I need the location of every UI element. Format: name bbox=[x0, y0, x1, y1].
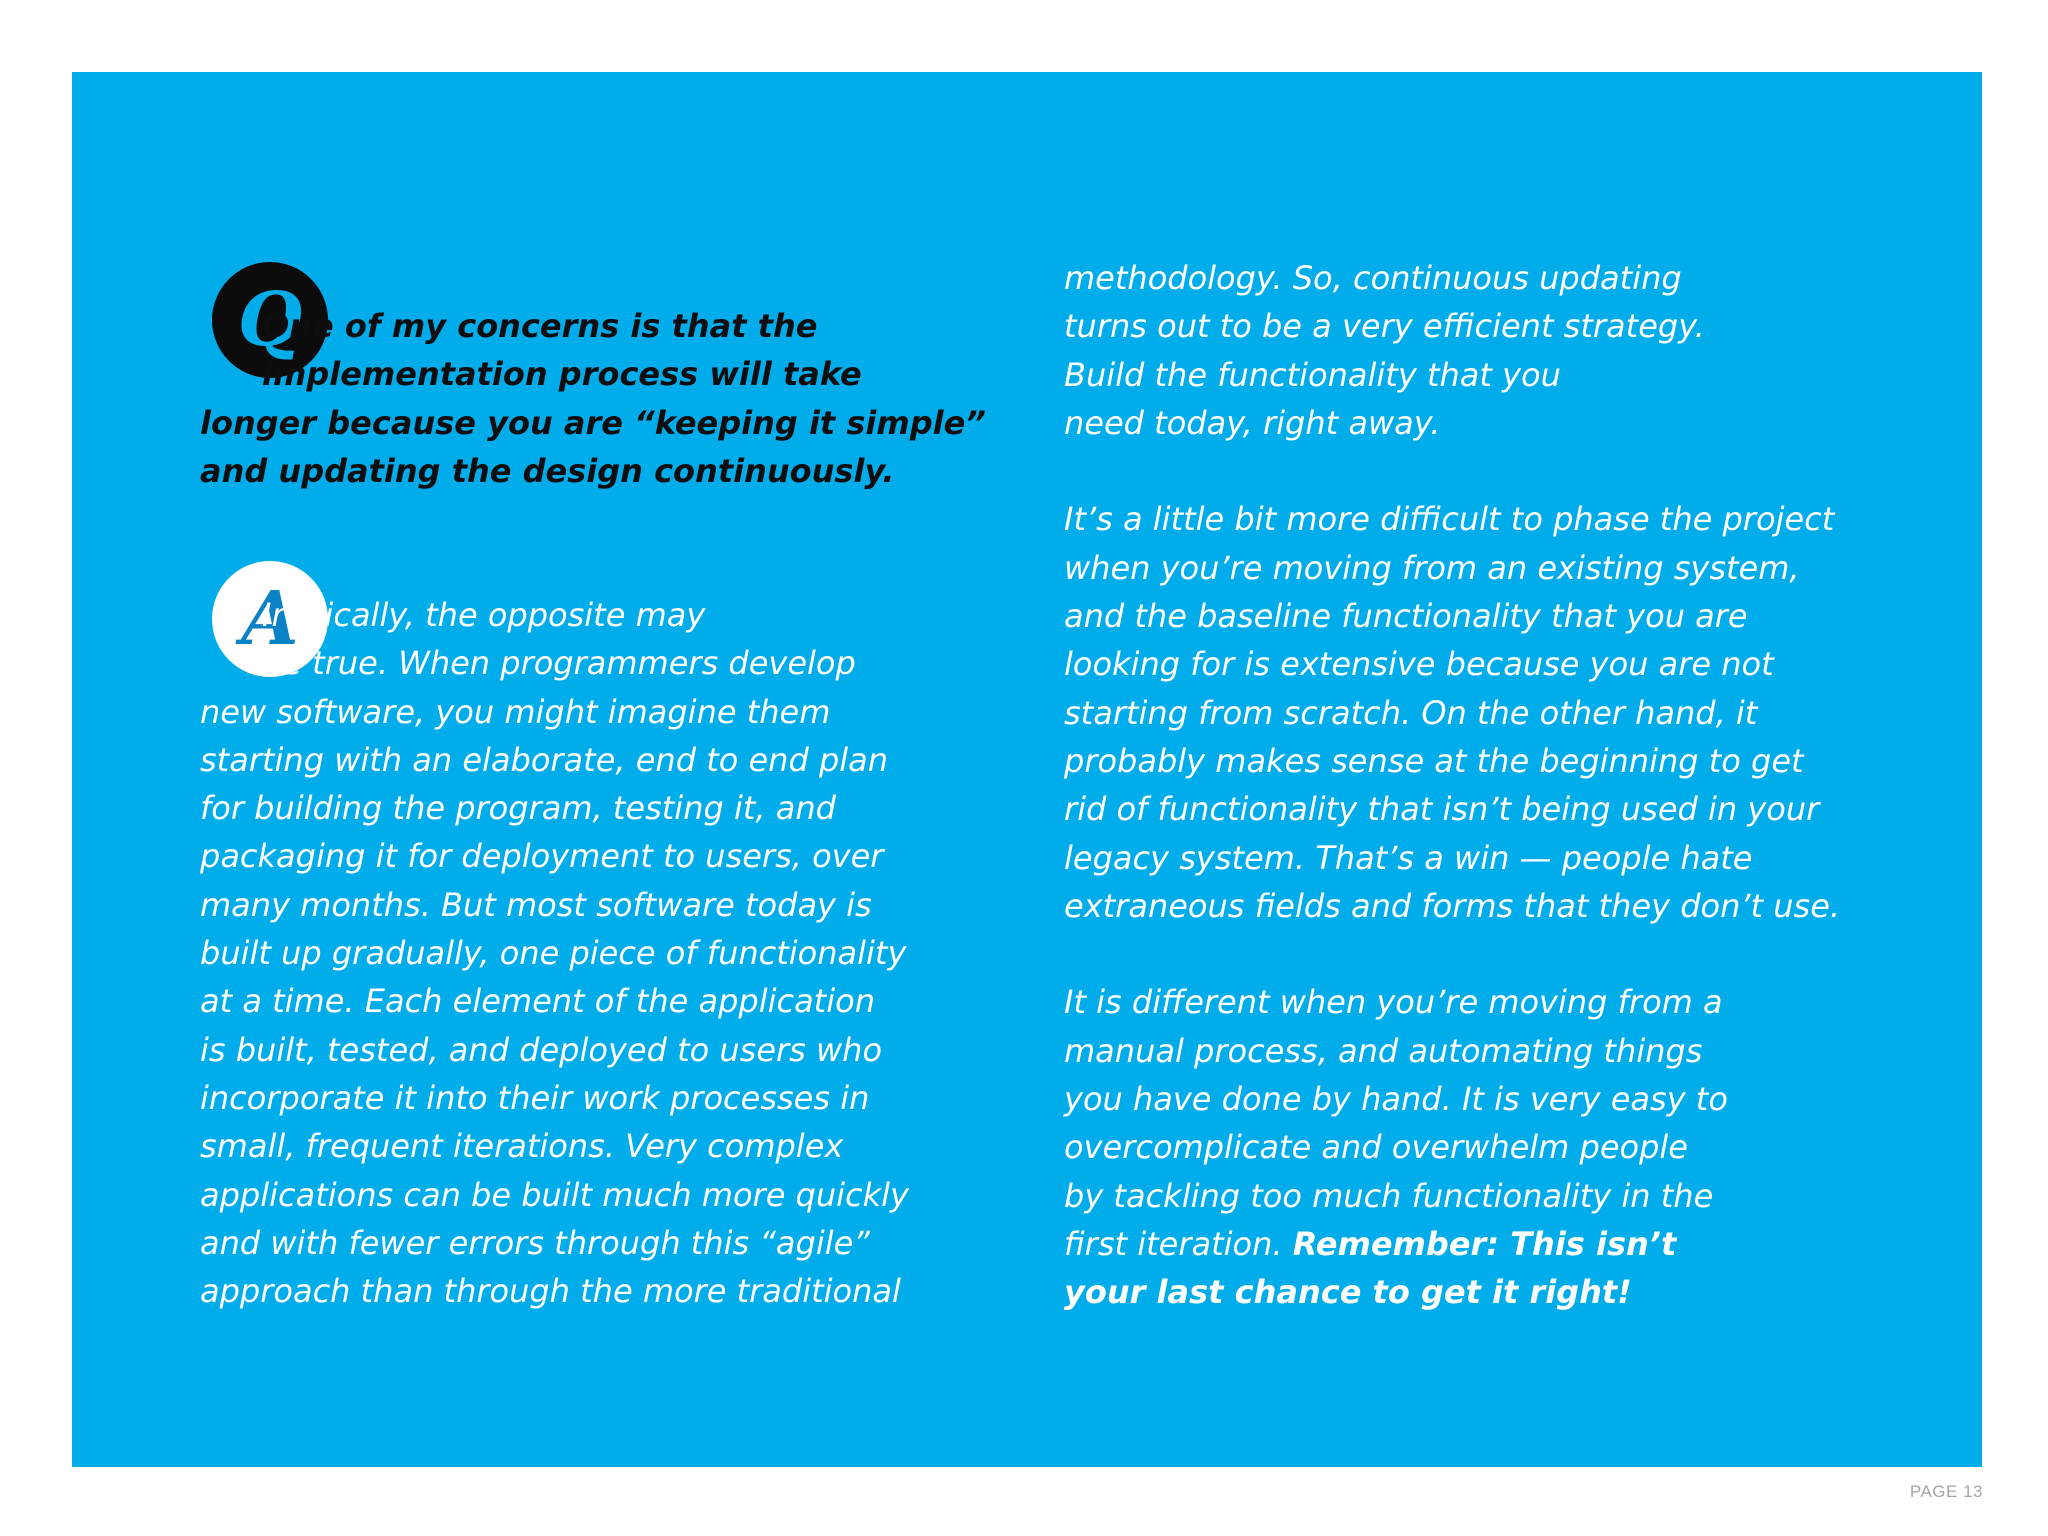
right-p3-line-3: you have done by hand. It is very easy to bbox=[1064, 1080, 1728, 1119]
right-p2-line-2: when you’re moving from an existing system, bbox=[1064, 548, 1800, 587]
right-p3-line-2: manual process, and automating things bbox=[1064, 1031, 1703, 1070]
right-p1-line-3: Build the functionality that you bbox=[1064, 355, 1561, 394]
answer-badge-letter: A bbox=[241, 576, 299, 662]
answer-line-13: applications can be built much more quickly bbox=[200, 1175, 909, 1214]
answer-text bbox=[200, 591, 909, 1315]
callout-text-part-1: Remember: This isn’t bbox=[1292, 1224, 1677, 1263]
page-number: PAGE 13 bbox=[1909, 1482, 1983, 1501]
answer-line-6: packaging it for deployment to users, over bbox=[200, 837, 884, 876]
right-paragraph-3 bbox=[1064, 978, 1840, 1316]
answer-line-14: and with fewer errors through this “agile” bbox=[200, 1223, 870, 1262]
right-p2-line-1: It’s a little bit more difficult to phase the project bbox=[1064, 500, 1835, 539]
answer-line-8: built up gradually, one piece of functionality bbox=[200, 934, 907, 973]
right-p2-line-5: starting from scratch. On the other hand, it bbox=[1064, 693, 1758, 732]
right-p3-line-6 bbox=[1064, 1220, 1840, 1268]
answer-line-3: new software, you might imagine them bbox=[200, 692, 831, 731]
answer-line-7: many months. But most software today is bbox=[200, 885, 872, 924]
question-line-1: One of my concerns is that the bbox=[262, 307, 818, 345]
question-text bbox=[200, 302, 986, 495]
right-p2-line-3: and the baseline functionality that you are bbox=[1064, 597, 1748, 636]
answer-line-9: at a time. Each element of the application bbox=[200, 982, 875, 1021]
question-badge-letter: Q bbox=[237, 277, 303, 363]
question-line-4: and updating the design continuously. bbox=[200, 451, 895, 490]
answer-line-2: be true. When programmers develop bbox=[262, 644, 856, 683]
right-p2-line-4: looking for is extensive because you are not bbox=[1064, 645, 1774, 684]
right-p2-line-6: probably makes sense at the beginning to get bbox=[1064, 741, 1804, 780]
right-paragraph-2 bbox=[1064, 495, 1840, 930]
question-line-3: longer because you are “keeping it simple” bbox=[200, 403, 986, 442]
answer-line-11: incorporate it into their work processes in bbox=[200, 1078, 870, 1117]
answer-line-5: for building the program, testing it, and bbox=[200, 789, 836, 828]
right-p2-line-9: extraneous fields and forms that they don’t use. bbox=[1064, 886, 1841, 925]
right-paragraph-1 bbox=[1064, 254, 1840, 447]
callout-text-part-2: your last chance to get it right! bbox=[1064, 1273, 1632, 1312]
answer-line-15: approach than through the more traditional bbox=[200, 1272, 901, 1311]
answer-line-1: Ironically, the opposite may bbox=[262, 596, 706, 634]
right-p1-line-1: methodology. So, continuous updating bbox=[1064, 259, 1682, 297]
right-p1-line-4: need today, right away. bbox=[1064, 403, 1441, 442]
right-p2-line-8: legacy system. That’s a win — people hate bbox=[1064, 838, 1753, 877]
answer-line-12: small, frequent iterations. Very complex bbox=[200, 1127, 844, 1166]
right-p3-line-5: by tackling too much functionality in the bbox=[1064, 1176, 1714, 1215]
right-p2-line-7: rid of functionality that isn’t being used in your bbox=[1064, 790, 1820, 829]
answer-line-10: is built, tested, and deployed to users who bbox=[200, 1030, 883, 1069]
answer-line-4: starting with an elaborate, end to end plan bbox=[200, 740, 889, 779]
question-line-2: implementation process will take bbox=[262, 355, 862, 394]
right-p3-line-4: overcomplicate and overwhelm people bbox=[1064, 1128, 1688, 1167]
right-column-text bbox=[1064, 254, 1840, 1317]
right-p3-line-6-plain: first iteration. bbox=[1064, 1224, 1283, 1263]
right-p3-line-1: It is different when you’re moving from a bbox=[1064, 983, 1723, 1022]
right-p1-line-2: turns out to be a very efficient strategy. bbox=[1064, 307, 1705, 346]
